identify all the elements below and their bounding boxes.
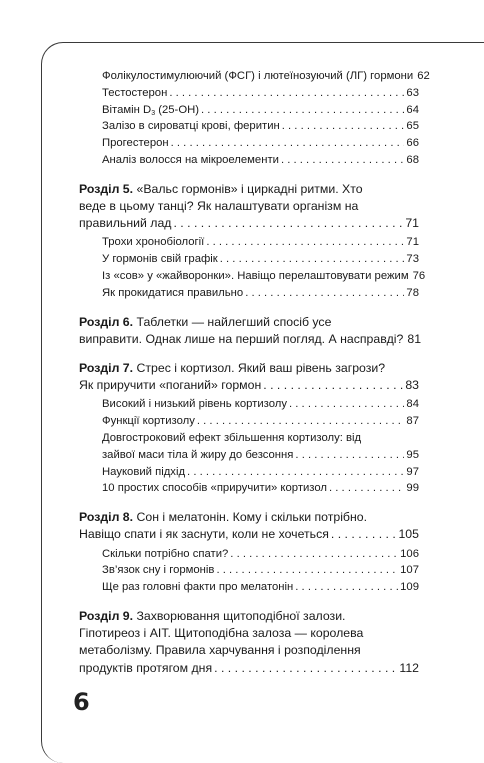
entry-page: 78 xyxy=(406,286,419,299)
entry-page: 87 xyxy=(406,415,419,428)
chapter-title-line: Таблетки — найлегший спосіб усе xyxy=(136,314,332,329)
dot-leader xyxy=(263,377,403,394)
toc-entry[interactable] xyxy=(79,152,419,169)
entry-page: 106 xyxy=(400,547,419,560)
entry-title: Як прокидатися правильно xyxy=(102,286,244,299)
chapter-subentries xyxy=(79,396,419,497)
chapter-heading[interactable] xyxy=(79,608,419,660)
entry-page: 97 xyxy=(406,465,419,478)
entry-title: Прогестерон xyxy=(102,137,169,150)
dot-leader xyxy=(331,526,397,543)
chapter-subentries xyxy=(79,234,426,301)
chapter-label: Розділ 5. xyxy=(79,181,134,196)
entry-page: 107 xyxy=(400,564,419,577)
entry-page: 68 xyxy=(406,153,419,166)
top-entries xyxy=(79,68,430,169)
chapter-page: 71 xyxy=(405,216,419,231)
toc-entry[interactable] xyxy=(79,413,419,430)
entry-page: 76 xyxy=(412,269,426,282)
dot-leader xyxy=(295,579,398,596)
chapter-label: Розділ 8. xyxy=(79,510,134,525)
entry-title: Ще раз головні факти про мелатонін xyxy=(102,581,294,594)
chapter-7 xyxy=(79,360,419,497)
dot-leader xyxy=(206,234,404,251)
entry-page: 62 xyxy=(417,70,430,82)
chapter-label: Розділ 9. xyxy=(79,608,134,623)
entry-title: Трохи хронобіології xyxy=(102,236,205,249)
chapter-title-line: «Вальс гормонів» і циркадні ритми. Хто xyxy=(136,181,363,196)
entry-title: Науковий підхід xyxy=(102,465,186,478)
entry-title: Функції кортизолу xyxy=(102,415,195,428)
dot-leader xyxy=(281,152,404,169)
toc-entry[interactable] xyxy=(79,464,419,481)
chapter-heading[interactable] xyxy=(79,360,419,377)
chapter-title-line: метаболізму. Правила харчування і розподілення xyxy=(79,643,361,658)
chapter-9 xyxy=(79,608,419,677)
entry-page: 73 xyxy=(406,253,419,266)
dot-leader xyxy=(220,251,405,268)
toc-entry[interactable] xyxy=(79,430,419,464)
chapter-title-line: продуктів протягом дня xyxy=(79,660,213,675)
toc-entry[interactable] xyxy=(79,85,419,102)
chapter-title-line: веде в цьому танці? Як налаштувати організм на xyxy=(79,198,359,213)
toc-entry[interactable] xyxy=(79,285,419,302)
chapter-page: 81 xyxy=(407,331,422,346)
dot-leader xyxy=(187,464,404,481)
dot-leader xyxy=(295,447,404,464)
entry-title-subscript: 3 xyxy=(151,109,156,117)
toc-entry[interactable] xyxy=(79,562,419,579)
entry-title: Аналіз волосся на мікроелементи xyxy=(102,153,279,166)
dot-leader xyxy=(197,413,405,430)
chapter-title-line: Як приручити «поганий» гормон xyxy=(79,378,262,393)
entry-page: 64 xyxy=(406,103,419,116)
chapter-page: 112 xyxy=(399,660,419,675)
chapter-8 xyxy=(79,509,419,596)
toc-entry[interactable] xyxy=(79,234,419,251)
toc-entry[interactable] xyxy=(79,480,419,497)
dot-leader xyxy=(173,215,403,232)
entry-title xyxy=(102,102,199,119)
entry-page: 63 xyxy=(406,86,419,99)
entry-title: Фолікулостимулюючий (ФСГ) і лютеїнозуючий (ЛГ) гормони xyxy=(102,70,414,82)
table-of-contents xyxy=(79,68,430,677)
dot-leader xyxy=(216,562,398,579)
chapter-heading[interactable] xyxy=(79,181,419,215)
chapter-title-line: Стрес і кортизол. Який ваш рівень загрози? xyxy=(136,360,386,375)
chapter-label: Розділ 7. xyxy=(79,360,134,375)
chapter-last-line[interactable] xyxy=(79,377,419,394)
chapter-heading[interactable] xyxy=(79,509,419,526)
dot-leader xyxy=(169,85,404,102)
toc-entry[interactable] xyxy=(79,68,430,85)
dot-leader xyxy=(329,480,404,497)
entry-title: 10 простих способів «приручити» кортизол xyxy=(102,482,327,495)
chapter-5 xyxy=(79,181,426,302)
dot-leader xyxy=(214,660,397,677)
entry-page: 66 xyxy=(406,137,419,150)
entry-title-line: Довгостроковий ефект збільшення кортизолу: від xyxy=(102,431,362,444)
toc-entry[interactable] xyxy=(79,135,419,152)
entry-page: 65 xyxy=(406,120,419,133)
chapter-page: 83 xyxy=(405,378,419,393)
chapter-label: Розділ 6. xyxy=(79,314,134,329)
entry-title-post: (25-ОН) xyxy=(155,103,200,116)
entry-title: Високий і низький рівень кортизолу xyxy=(102,398,287,411)
dot-leader xyxy=(245,285,404,302)
dot-leader xyxy=(230,546,398,563)
toc-entry[interactable] xyxy=(79,102,419,119)
entry-title: зайвої маси тіла й жиру до безсоння xyxy=(102,448,294,461)
toc-entry[interactable] xyxy=(79,546,419,563)
page-number: 6 xyxy=(73,688,90,716)
dot-leader xyxy=(289,396,404,413)
entry-title: Скільки потрібно спати? xyxy=(102,547,229,560)
entry-title: Зв’язок сну і гормонів xyxy=(102,564,215,577)
entry-page: 99 xyxy=(406,482,419,495)
toc-entry[interactable] xyxy=(79,268,426,285)
chapter-title-line: Гіпотиреоз і АІТ. Щитоподібна залоза — королева xyxy=(79,626,364,641)
chapter-title-line: виправити. Однак лише на перший погляд. А насправді? xyxy=(79,331,404,346)
dot-leader xyxy=(282,118,405,135)
entry-page: 71 xyxy=(406,236,419,249)
chapter-title-line: Навіщо спати і як заснути, коли не хочеться xyxy=(79,527,329,542)
entry-title-pre: Вітамін D xyxy=(102,103,152,116)
chapter-last-line[interactable] xyxy=(79,215,419,232)
entry-page: 84 xyxy=(406,398,419,411)
chapter-last-line[interactable] xyxy=(79,331,422,348)
chapter-title-line: Захворювання щитоподібної залози. xyxy=(136,608,346,623)
chapter-6 xyxy=(79,314,422,348)
chapter-page: 105 xyxy=(398,527,419,542)
chapter-title-line: правильний лад xyxy=(79,216,172,231)
entry-title: Тестостерон xyxy=(102,86,168,99)
chapter-last-line[interactable] xyxy=(79,660,419,677)
toc-entry[interactable] xyxy=(79,396,419,413)
entry-title: Залізо в сироватці крові, феритин xyxy=(102,120,280,133)
entry-title: Із «сов» у «жайворонки». Навіщо перелаштовувати режим xyxy=(102,269,409,282)
dot-leader xyxy=(171,135,405,152)
chapter-heading[interactable] xyxy=(79,314,419,331)
toc-entry[interactable] xyxy=(79,118,419,135)
entry-page: 109 xyxy=(400,581,419,594)
chapter-title-line: Сон і мелатонін. Кому і скільки потрібно. xyxy=(136,510,368,525)
toc-entry[interactable] xyxy=(79,251,419,268)
entry-page: 95 xyxy=(406,448,419,461)
toc-entry[interactable] xyxy=(79,579,419,596)
entry-title: У гормонів свій графік xyxy=(102,253,218,266)
chapter-subentries xyxy=(79,546,419,596)
chapter-last-line[interactable] xyxy=(79,526,419,543)
dot-leader xyxy=(201,102,404,119)
